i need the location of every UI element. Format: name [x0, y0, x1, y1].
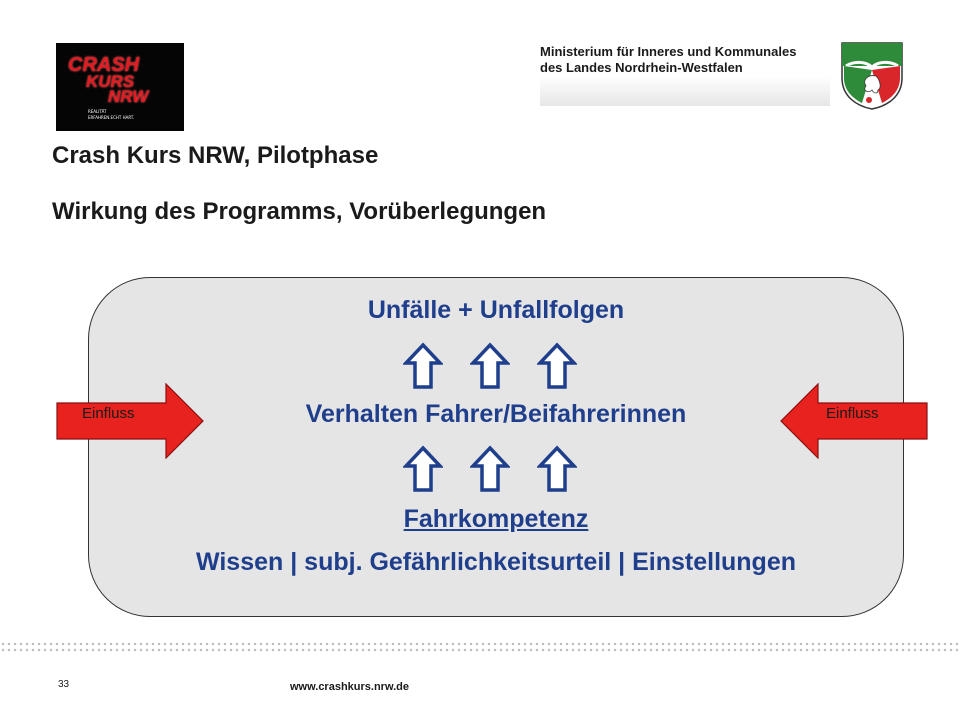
logo-text-crash: CRASH [68, 54, 140, 76]
title-pilotphase: Crash Kurs NRW, Pilotphase [52, 142, 379, 169]
text-verhalten: Verhalten Fahrer/Beifahrerinnen [305, 400, 687, 428]
up-arrow-icon [470, 445, 510, 493]
up-arrow-icon [403, 445, 443, 493]
logo-text-kurs: KURS [86, 72, 135, 91]
left-arrow-label: Einfluss [82, 405, 135, 422]
upward-arrows-row-2 [395, 445, 595, 493]
text-wissen-einstellungen: Wissen | subj. Gefährlichkeitsurteil | Einstellungen [195, 548, 796, 576]
logo-tagline-2: ERFAHREN.ECHT HART. [88, 115, 135, 120]
text-unfaelle: Unfälle + Unfallfolgen [367, 296, 625, 324]
footer-dotted-divider [0, 641, 960, 653]
footer-url: www.crashkurs.nrw.de [290, 681, 410, 693]
ministry-name-line1: Ministerium für Inneres und Kommunales [540, 44, 797, 59]
text-fahrkompetenz: Fahrkompetenz [403, 505, 589, 533]
logo-text-nrw: NRW [108, 87, 149, 106]
ministry-name-line2: des Landes Nordrhein-Westfalen [540, 60, 743, 75]
crash-kurs-logo [56, 43, 184, 131]
page-number: 33 [58, 679, 70, 690]
right-arrow-label: Einfluss [826, 405, 879, 422]
up-arrow-icon [537, 445, 577, 493]
up-arrow-icon [403, 342, 443, 390]
up-arrow-icon [470, 342, 510, 390]
right-influence-arrow [780, 383, 928, 459]
up-arrow-icon [537, 342, 577, 390]
title-wirkung: Wirkung des Programms, Vorüberlegungen [52, 198, 547, 225]
logo-tagline-1: REALITÄT [88, 109, 107, 114]
upward-arrows-row-1 [395, 342, 595, 390]
left-influence-arrow [56, 383, 204, 459]
nrw-coat-of-arms-icon [838, 40, 906, 110]
